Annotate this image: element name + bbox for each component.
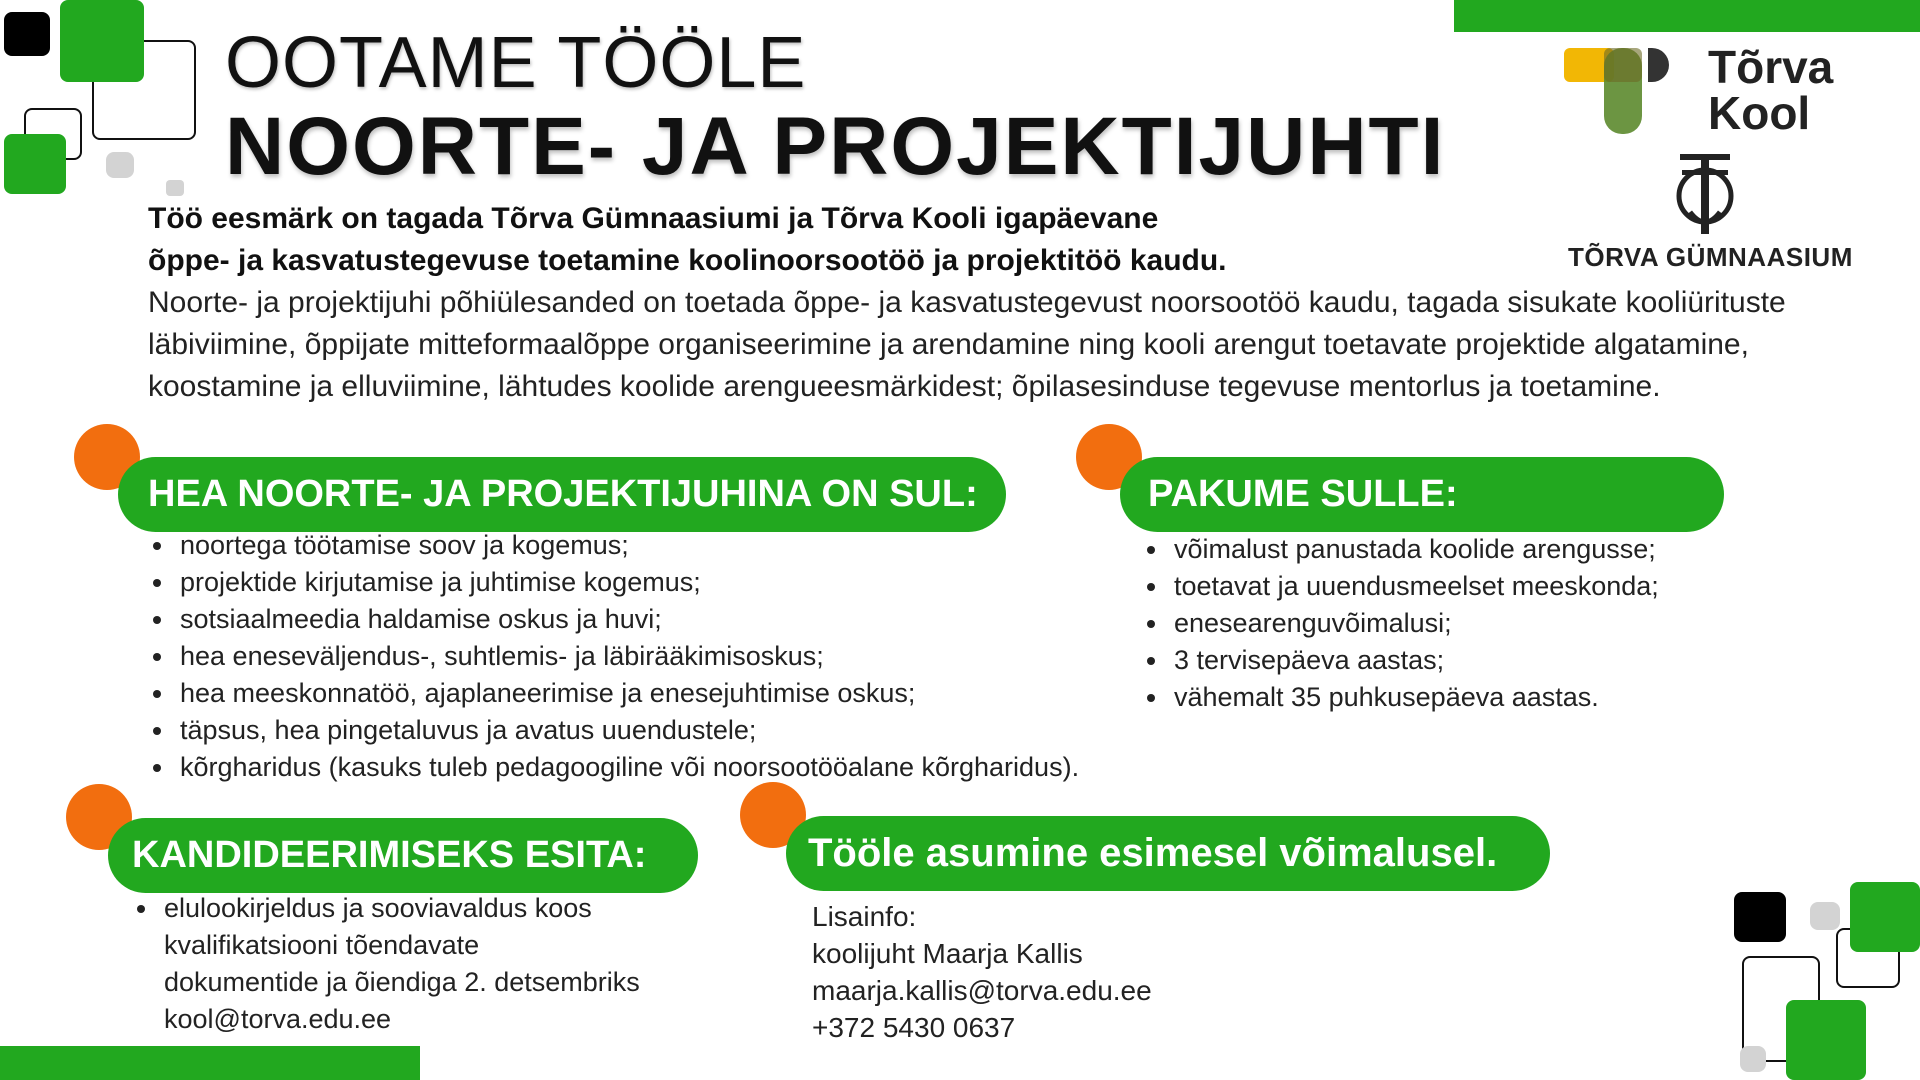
apply-line: dokumentide ja õiendiga 2. detsembriks [164, 967, 640, 997]
contact-person: koolijuht Maarja Kallis [812, 938, 1083, 969]
intro-bold [148, 198, 1298, 282]
list-item: • kõrgharidus (kasuks tuleb pedagoogiline või noorsootööalane kõrgharidus). [176, 749, 1156, 786]
start-heading-text: Tööle asumine esimesel võimalusel. [808, 831, 1498, 875]
decor-green-square [1850, 882, 1920, 952]
list-item [160, 890, 720, 1038]
torva-kool-logo [1564, 41, 1864, 139]
apply-heading-text: KANDIDEERIMISEKS ESITA: [132, 834, 647, 876]
offer-list [1142, 531, 1870, 716]
list-item: • enesearenguvõimalusi; [1170, 605, 1870, 642]
list-item: • toetavat ja uuendusmeelset meeskonda; [1170, 568, 1870, 605]
contact-info [812, 898, 1152, 1046]
torva-gymnasium-logo [1564, 152, 1853, 272]
offer-heading [1120, 457, 1724, 532]
intro-bold-line1: Töö eesmärk on tagada Tõrva Gümnaasiumi ja Tõrva Kooli igapäevane [148, 202, 1159, 235]
list-item: • noortega töötamise soov ja kogemus; [176, 527, 1156, 564]
headline-line2: NOORTE- JA PROJEKTIJUHTI [225, 101, 1446, 192]
offer-heading-text: PAKUME SULLE: [1148, 473, 1458, 515]
list-item: • hea eneseväljendus-, suhtlemis- ja läbirääkimisoskus; [176, 638, 1156, 675]
intro-bold-line2: õppe- ja kasvatustegevuse toetamine koolinoorsootöö ja projektitöö kaudu. [148, 244, 1227, 277]
contact-label: Lisainfo: [812, 901, 917, 932]
apply-heading [108, 818, 698, 893]
requirements-heading-text: HEA NOORTE- JA PROJEKTIJUHINA ON SUL: [148, 473, 978, 515]
decor-top-bar [1454, 0, 1920, 32]
apply-email: kool@torva.edu.ee [164, 1004, 392, 1034]
apply-line: • elulookirjeldus ja sooviavaldus koos [164, 893, 592, 923]
apply-line: kvalifikatsiooni tõendavate [164, 930, 480, 960]
headline-line1: OOTAME TÖÖLE [225, 23, 807, 103]
decor-green-square [60, 0, 144, 82]
decor-grey-square [1810, 902, 1840, 930]
gymnasium-name: TÕRVA GÜMNAASIUM [1568, 242, 1853, 272]
list-item: • hea meeskonnatöö, ajaplaneerimise ja enesejuhtimise oskus; [176, 675, 1156, 712]
torva-kool-logo-mark-icon [1564, 44, 1680, 134]
requirements-list [148, 527, 1156, 786]
decor-grey-square [1740, 1046, 1766, 1072]
list-item: • täpsus, hea pingetaluvus ja avatus uuendustele; [176, 712, 1156, 749]
decor-green-square [1786, 1000, 1866, 1080]
requirements-heading [118, 457, 1006, 532]
decor-grey-square [106, 152, 134, 178]
gymnasium-emblem-icon [1670, 152, 1740, 238]
intro-description: Noorte- ja projektijuhi põhiülesanded on toetada õppe- ja kasvatustegevust noorsootöö kaudu, tagada sisukate kooliürituste läbiviimine, õppijate mitteformaalõppe organiseerimine ja arendamine ning kooli arengut toetavate projektide algatamine, koostamine ja elluviimine, lähtudes koolide arengueesmärkidest; õpilasesinduse tegevuse mentorlus ja toetamine. [148, 286, 1786, 403]
list-item: • vähemalt 35 puhkusepäeva aastas. [1170, 679, 1870, 716]
torva-kool-logo-line2: Kool [1708, 87, 1811, 139]
list-item: • sotsiaalmeedia haldamise oskus ja huvi; [176, 601, 1156, 638]
decor-green-square [4, 134, 66, 194]
decor-black-square [1734, 892, 1786, 942]
list-item: • võimalust panustada koolide arengusse; [1170, 531, 1870, 568]
list-item: • projektide kirjutamise ja juhtimise kogemus; [176, 564, 1156, 601]
decor-grey-square [166, 180, 184, 196]
contact-phone: +372 5430 0637 [812, 1012, 1016, 1043]
list-item: • 3 tervisepäeva aastas; [1170, 642, 1870, 679]
contact-email: maarja.kallis@torva.edu.ee [812, 975, 1152, 1006]
apply-list [132, 890, 720, 1038]
decor-bottom-bar [0, 1046, 420, 1080]
decor-black-square [4, 12, 50, 56]
start-heading [786, 816, 1550, 891]
torva-kool-logo-line1: Tõrva [1708, 41, 1834, 93]
